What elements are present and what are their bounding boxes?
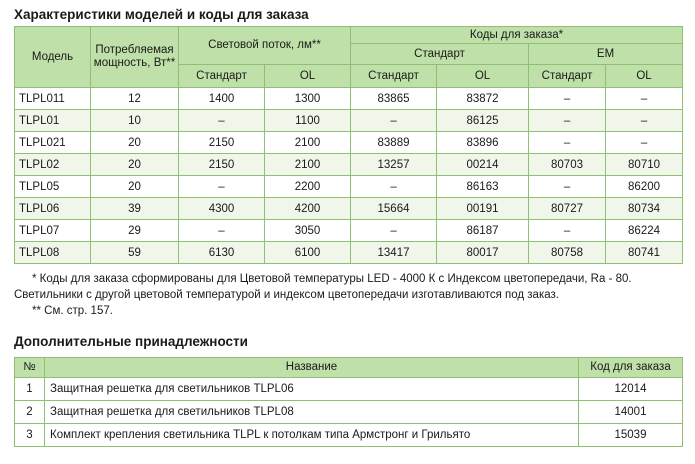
header-name: Название bbox=[45, 358, 579, 378]
cell-name: Комплект крепления светильника TLPL к потолкам типа Армстронг и Грильято bbox=[45, 424, 579, 447]
cell-code: 12014 bbox=[579, 378, 683, 401]
header-codes-standard-ol: OL bbox=[437, 65, 529, 88]
cell-flux-ol: 6100 bbox=[265, 242, 351, 264]
cell-flux-std: 2150 bbox=[179, 154, 265, 176]
cell-code-em-ol: 80734 bbox=[606, 198, 683, 220]
cell-flux-std: 6130 bbox=[179, 242, 265, 264]
header-num: № bbox=[15, 358, 45, 378]
cell-code: 14001 bbox=[579, 401, 683, 424]
cell-code-em-ol: – bbox=[606, 132, 683, 154]
cell-code-em-ol: – bbox=[606, 88, 683, 110]
accessories-section-title: Дополнительные принадлежности bbox=[14, 334, 248, 349]
table-row bbox=[15, 110, 683, 132]
models-table bbox=[14, 26, 683, 264]
cell-flux-ol: 1300 bbox=[265, 88, 351, 110]
cell-code-em-ol: 86200 bbox=[606, 176, 683, 198]
cell-power: 20 bbox=[91, 176, 179, 198]
cell-model: TLPL02 bbox=[15, 154, 91, 176]
cell-num: 1 bbox=[15, 378, 45, 401]
accessories-table bbox=[14, 357, 683, 447]
header-codes-em-ol: OL bbox=[606, 65, 683, 88]
cell-power: 59 bbox=[91, 242, 179, 264]
cell-flux-std: – bbox=[179, 220, 265, 242]
cell-code-std-ol: 86125 bbox=[437, 110, 529, 132]
cell-code-std-ol: 80017 bbox=[437, 242, 529, 264]
table-row bbox=[15, 154, 683, 176]
cell-code-std-ol: 00191 bbox=[437, 198, 529, 220]
cell-code-std-ol: 86187 bbox=[437, 220, 529, 242]
cell-code-std-std: 83889 bbox=[351, 132, 437, 154]
header-codes-em-std: Стандарт bbox=[529, 65, 606, 88]
cell-model: TLPL06 bbox=[15, 198, 91, 220]
header-power: Потребляемая мощность, Вт** bbox=[91, 27, 179, 88]
cell-model: TLPL01 bbox=[15, 110, 91, 132]
cell-model: TLPL08 bbox=[15, 242, 91, 264]
cell-flux-std: – bbox=[179, 176, 265, 198]
cell-power: 39 bbox=[91, 198, 179, 220]
cell-flux-std: – bbox=[179, 110, 265, 132]
footnote-custom: Светильники с другой цветовой температурой и индексом цветопередачи изготавливаются под заказ. bbox=[14, 289, 559, 301]
cell-model: TLPL07 bbox=[15, 220, 91, 242]
cell-power: 20 bbox=[91, 154, 179, 176]
table-row bbox=[15, 198, 683, 220]
cell-code-em-std: – bbox=[529, 110, 606, 132]
cell-name: Защитная решетка для светильников TLPL08 bbox=[45, 401, 579, 424]
cell-code-std-ol: 00214 bbox=[437, 154, 529, 176]
cell-power: 12 bbox=[91, 88, 179, 110]
cell-code-em-std: – bbox=[529, 132, 606, 154]
table-row bbox=[15, 401, 683, 424]
table-row bbox=[15, 424, 683, 447]
cell-power: 20 bbox=[91, 132, 179, 154]
table-row bbox=[15, 176, 683, 198]
cell-code-std-std: 83865 bbox=[351, 88, 437, 110]
cell-code: 15039 bbox=[579, 424, 683, 447]
cell-code-em-std: 80703 bbox=[529, 154, 606, 176]
cell-model: TLPL05 bbox=[15, 176, 91, 198]
cell-code-std-std: 13417 bbox=[351, 242, 437, 264]
header-codes-standard-std: Стандарт bbox=[351, 65, 437, 88]
header-code: Код для заказа bbox=[579, 358, 683, 378]
models-section-title: Характеристики моделей и коды для заказа bbox=[14, 7, 309, 22]
cell-flux-std: 4300 bbox=[179, 198, 265, 220]
footnote-codes: * Коды для заказа сформированы для Цветовой температуры LED - 4000 К с Индексом цветопередачи, Ra - 80. bbox=[32, 273, 632, 285]
footnotes bbox=[14, 271, 686, 319]
cell-power: 29 bbox=[91, 220, 179, 242]
cell-num: 2 bbox=[15, 401, 45, 424]
cell-model: TLPL021 bbox=[15, 132, 91, 154]
table-row bbox=[15, 132, 683, 154]
cell-code-std-std: 13257 bbox=[351, 154, 437, 176]
cell-flux-ol: 2100 bbox=[265, 132, 351, 154]
table-row bbox=[15, 88, 683, 110]
header-flux: Световой поток, лм** bbox=[179, 27, 351, 65]
cell-code-std-std: 15664 bbox=[351, 198, 437, 220]
header-codes-standard: Стандарт bbox=[351, 44, 529, 65]
table-row bbox=[15, 242, 683, 264]
cell-code-em-std: 80727 bbox=[529, 198, 606, 220]
cell-name: Защитная решетка для светильников TLPL06 bbox=[45, 378, 579, 401]
cell-code-std-ol: 83896 bbox=[437, 132, 529, 154]
cell-power: 10 bbox=[91, 110, 179, 132]
cell-code-em-std: – bbox=[529, 88, 606, 110]
cell-code-em-ol: 86224 bbox=[606, 220, 683, 242]
cell-flux-std: 1400 bbox=[179, 88, 265, 110]
header-model: Модель bbox=[15, 27, 91, 88]
header-flux-ol: OL bbox=[265, 65, 351, 88]
cell-code-std-ol: 83872 bbox=[437, 88, 529, 110]
footnote-page-ref: ** См. стр. 157. bbox=[32, 305, 113, 317]
cell-code-em-ol: 80710 bbox=[606, 154, 683, 176]
cell-code-std-ol: 86163 bbox=[437, 176, 529, 198]
cell-flux-ol: 1100 bbox=[265, 110, 351, 132]
cell-flux-ol: 4200 bbox=[265, 198, 351, 220]
cell-code-em-ol: 80741 bbox=[606, 242, 683, 264]
table-row bbox=[15, 220, 683, 242]
cell-model: TLPL011 bbox=[15, 88, 91, 110]
header-codes: Коды для заказа* bbox=[351, 27, 683, 44]
cell-flux-ol: 2100 bbox=[265, 154, 351, 176]
cell-code-em-std: – bbox=[529, 176, 606, 198]
cell-flux-ol: 2200 bbox=[265, 176, 351, 198]
cell-flux-std: 2150 bbox=[179, 132, 265, 154]
header-flux-standard: Стандарт bbox=[179, 65, 265, 88]
cell-code-std-std: – bbox=[351, 176, 437, 198]
cell-num: 3 bbox=[15, 424, 45, 447]
cell-flux-ol: 3050 bbox=[265, 220, 351, 242]
cell-code-std-std: – bbox=[351, 110, 437, 132]
cell-code-em-std: 80758 bbox=[529, 242, 606, 264]
cell-code-em-ol: – bbox=[606, 110, 683, 132]
header-codes-em: EM bbox=[529, 44, 683, 65]
cell-code-em-std: – bbox=[529, 220, 606, 242]
cell-code-std-std: – bbox=[351, 220, 437, 242]
table-row bbox=[15, 378, 683, 401]
